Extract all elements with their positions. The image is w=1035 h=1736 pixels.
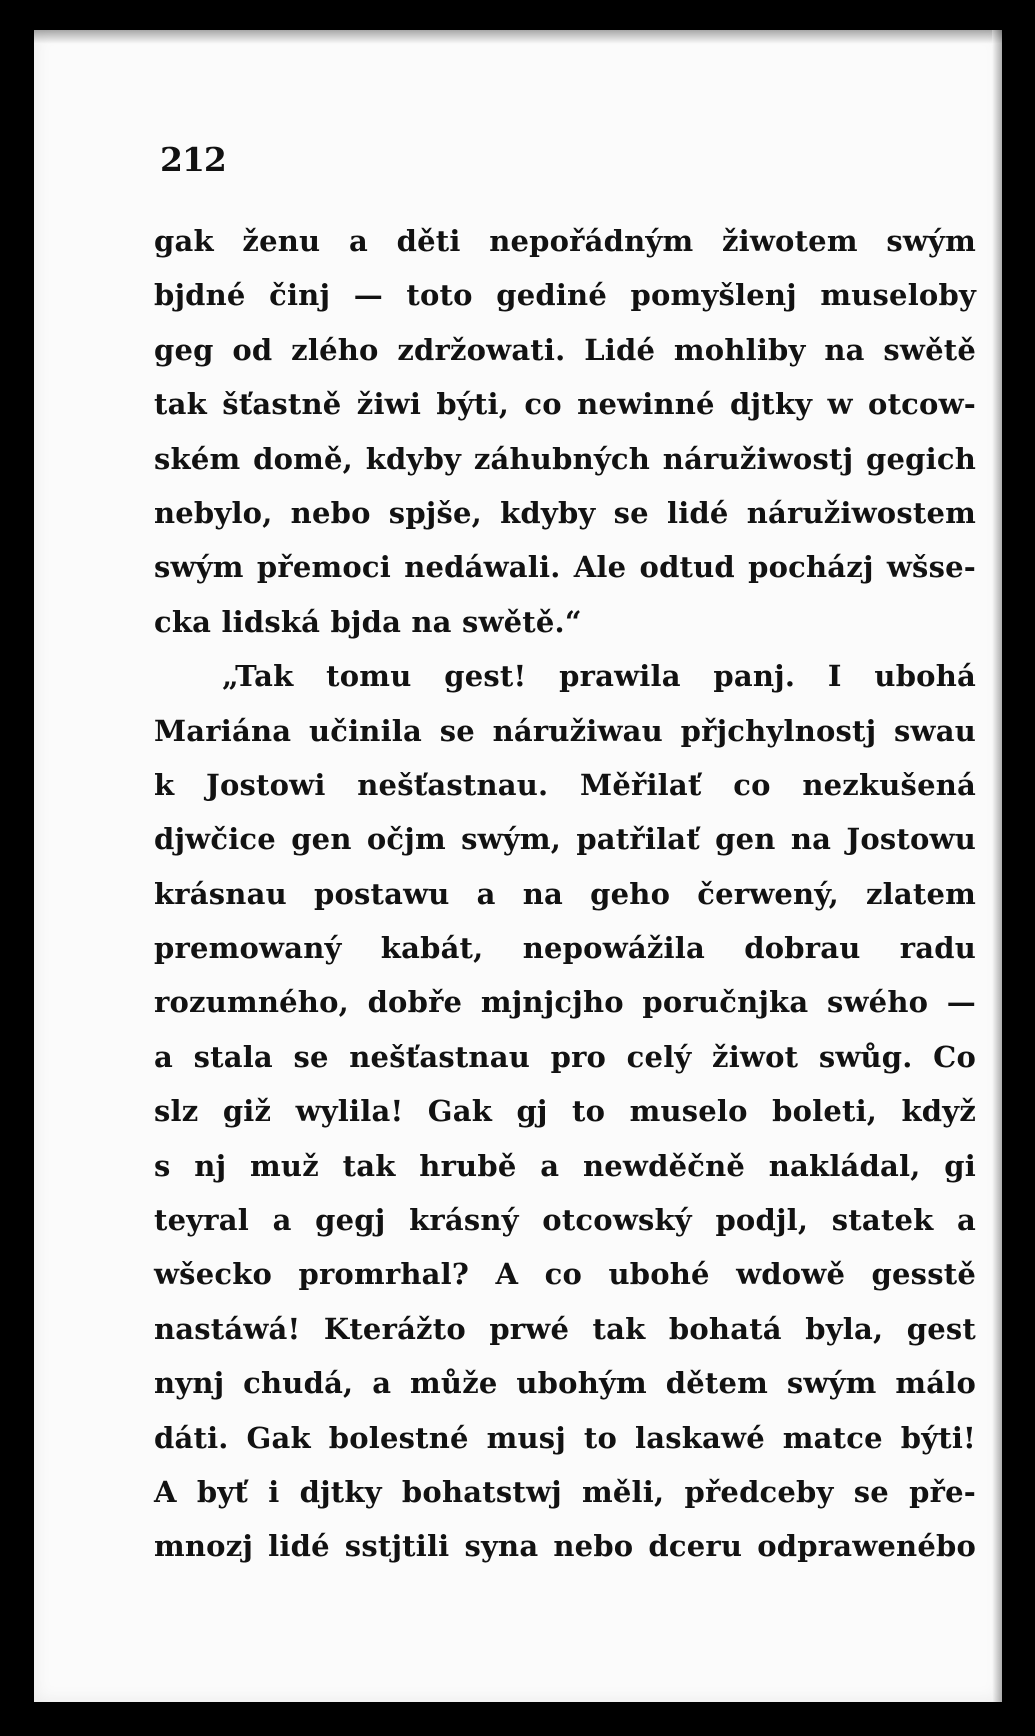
text-line: wšecko promrhal? A co ubohé wdowě gesstě <box>154 1257 976 1292</box>
text-line: swým přemoci nedáwali. Ale odtud pocházj wšse- <box>154 550 976 585</box>
page-top-edge-shadow <box>34 30 1002 44</box>
book-page <box>34 30 1002 1702</box>
text-line: premowaný kabát, nepowážila dobrau radu <box>154 931 976 966</box>
text-line: nastáwá! Kterážto prwé tak bohatá byla, gest <box>154 1311 976 1346</box>
text-line: krásnau postawu a na geho čerwený, zlatem <box>154 876 976 911</box>
text-line: bjdné činj — toto gediné pomyšlenj museloby <box>154 278 976 313</box>
body-text <box>154 214 976 1574</box>
text-line: a stala se nešťastnau pro celý žiwot swůg. Co <box>154 1039 976 1074</box>
page-number: 212 <box>160 140 226 179</box>
text-line: A byť i djtky bohatstwj měli, předceby se pře- <box>154 1474 976 1509</box>
text-line: slz giž wylila! Gak gj to muselo boleti, když <box>154 1094 976 1129</box>
text-line: nebylo, nebo spjše, kdyby se lidé náružiwostem <box>154 495 976 530</box>
text-line: k Jostowi nešťastnau. Měřilať co nezkušená <box>154 767 976 802</box>
text-line: djwčice gen očjm swým, patřilať gen na Jostowu <box>154 822 976 857</box>
text-line: gak ženu a děti nepořádným žiwotem swým <box>154 224 976 258</box>
text-line: s nj muž tak hrubě a newděčně nakládal, gi <box>154 1148 976 1183</box>
page-right-edge-shadow <box>992 30 1002 1702</box>
text-line: rozumného, dobře mjnjcjho poručnjka swého — <box>154 985 976 1020</box>
text-line: dáti. Gak bolestné musj to laskawé matce býti! <box>154 1420 976 1455</box>
text-line: geg od zlého zdržowati. Lidé mohliby na swětě <box>154 332 976 367</box>
text-line: tak šťastně žiwi býti, co newinné djtky w otcow- <box>154 387 976 422</box>
text-line: mnozj lidé sstjtili syna nebo dceru odprawenébo <box>154 1529 976 1564</box>
text-line: cka lidská bjda na swětě.“ <box>154 604 582 639</box>
text-line: „Tak tomu gest! prawila panj. I ubohá <box>222 659 976 694</box>
text-line: teyral a gegj krásný otcowský podjl, statek a <box>154 1203 976 1238</box>
text-line: nynj chudá, a může ubohým dětem swým málo <box>154 1366 976 1401</box>
text-line: Mariána učinila se náružiwau přjchylnostj swau <box>154 713 976 748</box>
text-line: ském domě, kdyby záhubných náružiwostj gegich <box>154 441 976 476</box>
